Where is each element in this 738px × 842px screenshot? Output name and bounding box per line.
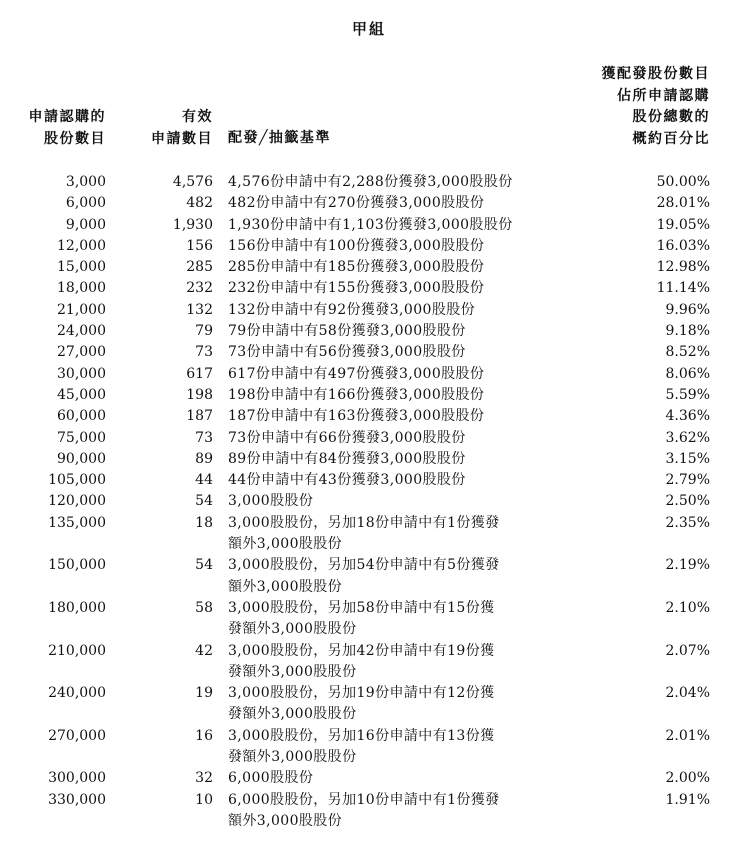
percentage-cell: 1.91% — [665, 791, 710, 808]
valid-applications-cell: 58 — [195, 599, 213, 616]
table-row — [0, 172, 738, 193]
basis-cell — [0, 364, 738, 385]
basis-cell — [0, 428, 738, 449]
percentage-cell: 2.01% — [665, 727, 710, 744]
basis-line: 617份申請中有497份獲發3,000股股份 — [228, 365, 485, 382]
basis-line: 285份申請中有185份獲發3,000股股份 — [228, 259, 485, 276]
valid-applications-cell: 19 — [195, 685, 213, 702]
table-row — [0, 683, 738, 726]
valid-applications-cell: 16 — [195, 727, 213, 744]
shares-applied-cell: 240,000 — [48, 685, 106, 702]
table-row — [0, 193, 738, 214]
valid-applications-cell: 73 — [195, 344, 213, 361]
valid-applications-cell: 54 — [195, 557, 213, 574]
percentage-cell: 2.35% — [665, 514, 710, 531]
basis-cell — [0, 236, 738, 257]
percentage-cell: 2.19% — [665, 557, 710, 574]
valid-applications-cell: 132 — [186, 301, 213, 318]
table-row — [0, 470, 738, 491]
shares-applied-cell: 135,000 — [48, 514, 106, 531]
table-row — [0, 321, 738, 342]
header-percentage — [602, 64, 711, 150]
shares-applied-cell: 300,000 — [48, 770, 106, 787]
basis-cell — [0, 215, 738, 236]
table-row — [0, 278, 738, 299]
table-row — [0, 257, 738, 278]
basis-line: 73份申請中有56份獲發3,000股股份 — [228, 344, 466, 361]
table-row — [0, 726, 738, 769]
percentage-cell: 3.15% — [665, 450, 710, 467]
shares-applied-cell: 60,000 — [57, 408, 106, 425]
valid-applications-cell: 1,930 — [172, 216, 213, 233]
basis-cell — [0, 768, 738, 789]
basis-line: 482份申請中有270份獲發3,000股股份 — [228, 195, 485, 212]
valid-applications-cell: 32 — [195, 770, 213, 787]
percentage-cell: 3.62% — [665, 429, 710, 446]
header-valid-applications — [151, 107, 213, 150]
percentage-cell: 2.50% — [665, 493, 710, 510]
valid-applications-cell: 187 — [186, 408, 213, 425]
basis-cell — [0, 683, 738, 726]
percentage-cell: 12.98% — [656, 259, 710, 276]
table-row — [0, 215, 738, 236]
percentage-cell: 16.03% — [656, 237, 710, 254]
basis-cell — [0, 598, 738, 641]
percentage-cell: 2.04% — [665, 685, 710, 702]
basis-line: 73份申請中有66份獲發3,000股股份 — [228, 429, 466, 446]
header-shares-applied-line: 申請認購的 — [28, 109, 106, 125]
valid-applications-cell: 4,576 — [172, 174, 213, 190]
basis-cell — [0, 278, 738, 299]
valid-applications-cell: 44 — [195, 472, 213, 489]
percentage-cell: 8.06% — [665, 365, 710, 382]
basis-line: 198份申請中有166份獲發3,000股股份 — [228, 386, 485, 403]
percentage-cell: 2.07% — [665, 642, 710, 659]
shares-applied-cell: 6,000 — [65, 195, 106, 212]
valid-applications-cell: 482 — [186, 195, 213, 212]
basis-line: 3,000股股份 — [228, 493, 314, 510]
shares-applied-cell: 330,000 — [48, 791, 106, 808]
percentage-cell: 4.36% — [665, 408, 710, 425]
basis-line: 發額外3,000股股份 — [228, 621, 357, 638]
valid-applications-cell: 54 — [195, 493, 213, 510]
percentage-cell: 8.52% — [665, 344, 710, 361]
valid-applications-cell: 156 — [186, 237, 213, 254]
percentage-cell: 9.96% — [665, 301, 710, 318]
percentage-cell: 2.00% — [665, 770, 710, 787]
percentage-cell: 9.18% — [665, 323, 710, 340]
basis-cell — [0, 257, 738, 278]
basis-cell — [0, 342, 738, 363]
basis-line: 44份申請中有43份獲發3,000股股份 — [228, 472, 466, 489]
shares-applied-cell: 30,000 — [57, 365, 106, 382]
basis-cell — [0, 449, 738, 470]
shares-applied-cell: 105,000 — [48, 472, 106, 489]
basis-cell — [0, 726, 738, 769]
basis-line: 發額外3,000股股份 — [228, 663, 357, 680]
table-row — [0, 342, 738, 363]
shares-applied-cell: 45,000 — [57, 386, 106, 403]
table-row — [0, 449, 738, 470]
header-percentage-line: 獲配發股份數目 — [601, 66, 710, 82]
percentage-cell: 19.05% — [656, 216, 710, 233]
header-percentage-line: 概約百分比 — [632, 130, 710, 147]
basis-line: 6,000股股份 — [228, 770, 314, 787]
header-shares-applied — [29, 107, 107, 150]
percentage-cell: 2.10% — [665, 599, 710, 616]
table-row — [0, 641, 738, 684]
basis-cell — [0, 300, 738, 321]
table-row — [0, 598, 738, 641]
shares-applied-cell: 120,000 — [48, 493, 106, 510]
shares-applied-cell: 3,000 — [65, 174, 106, 190]
basis-cell — [0, 470, 738, 491]
basis-cell — [0, 491, 738, 512]
basis-line: 額外3,000股股份 — [228, 812, 343, 829]
header-basis — [228, 128, 331, 150]
basis-line: 3,000股股份，另加18份申請中有1份獲發 — [228, 514, 500, 531]
basis-cell — [0, 172, 738, 193]
valid-applications-cell: 617 — [186, 365, 213, 382]
valid-applications-cell: 18 — [195, 514, 213, 531]
table-row — [0, 790, 738, 833]
valid-applications-cell: 232 — [186, 280, 213, 297]
shares-applied-cell: 9,000 — [65, 216, 106, 233]
header-valid-applications-line: 申請數目 — [151, 130, 213, 147]
percentage-cell: 2.79% — [665, 472, 710, 489]
basis-cell — [0, 513, 738, 556]
table-row — [0, 385, 738, 406]
table-row — [0, 555, 738, 598]
basis-line: 156份申請中有100份獲發3,000股股份 — [228, 237, 485, 254]
shares-applied-cell: 180,000 — [48, 599, 106, 616]
percentage-cell: 50.00% — [656, 174, 710, 190]
basis-line: 79份申請中有58份獲發3,000股股份 — [228, 323, 466, 340]
valid-applications-cell: 42 — [195, 642, 213, 659]
percentage-cell: 28.01% — [656, 195, 710, 212]
valid-applications-cell: 89 — [195, 450, 213, 467]
header-basis-label: 配發╱抽籤基準 — [228, 130, 331, 146]
shares-applied-cell: 12,000 — [57, 237, 106, 254]
shares-applied-cell: 27,000 — [57, 344, 106, 361]
valid-applications-cell: 285 — [186, 259, 213, 276]
basis-line: 6,000股股份，另加10份申請中有1份獲發 — [228, 791, 500, 808]
valid-applications-cell: 79 — [195, 323, 213, 340]
shares-applied-cell: 21,000 — [57, 301, 106, 318]
header-shares-applied-line: 股份數目 — [44, 130, 106, 147]
header-percentage-line: 佔所申請認購 — [617, 87, 710, 104]
basis-line: 4,576份申請中有2,288份獲發3,000股股份 — [228, 174, 513, 190]
basis-line: 232份申請中有155份獲發3,000股股份 — [228, 280, 485, 297]
shares-applied-cell: 210,000 — [48, 642, 106, 659]
basis-cell — [0, 406, 738, 427]
basis-line: 187份申請中有163份獲發3,000股股份 — [228, 408, 485, 425]
basis-line: 1,930份申請中有1,103份獲發3,000股股份 — [228, 216, 513, 233]
table-row — [0, 364, 738, 385]
shares-applied-cell: 75,000 — [57, 429, 106, 446]
header-valid-applications-line: 有效 — [182, 109, 213, 125]
basis-line: 3,000股股份，另加58份申請中有15份獲 — [228, 599, 495, 616]
basis-line: 額外3,000股股份 — [228, 578, 343, 595]
basis-line: 3,000股股份，另加19份申請中有12份獲 — [228, 685, 495, 702]
basis-cell — [0, 321, 738, 342]
valid-applications-cell: 198 — [186, 386, 213, 403]
table-row — [0, 236, 738, 257]
basis-cell — [0, 790, 738, 833]
allotment-table — [0, 172, 738, 832]
basis-line: 132份申請中有92份獲發3,000股股份 — [228, 301, 476, 318]
shares-applied-cell: 15,000 — [57, 259, 106, 276]
table-row — [0, 768, 738, 789]
basis-line: 3,000股股份，另加16份申請中有13份獲 — [228, 727, 495, 744]
basis-line: 額外3,000股股份 — [228, 536, 343, 553]
basis-cell — [0, 385, 738, 406]
shares-applied-cell: 24,000 — [57, 323, 106, 340]
basis-cell — [0, 555, 738, 598]
valid-applications-cell: 10 — [195, 791, 213, 808]
table-row — [0, 428, 738, 449]
percentage-cell: 11.14% — [656, 280, 710, 297]
shares-applied-cell: 90,000 — [57, 450, 106, 467]
shares-applied-cell: 270,000 — [48, 727, 106, 744]
table-row — [0, 491, 738, 512]
basis-line: 發額外3,000股股份 — [228, 749, 357, 766]
basis-cell — [0, 193, 738, 214]
basis-line: 89份申請中有84份獲發3,000股股份 — [228, 450, 466, 467]
table-row — [0, 300, 738, 321]
header-percentage-line: 股份總數的 — [632, 109, 710, 125]
group-title: 甲組 — [351, 20, 386, 38]
percentage-cell: 5.59% — [665, 386, 710, 403]
basis-line: 發額外3,000股股份 — [228, 706, 357, 723]
basis-cell — [0, 641, 738, 684]
table-row — [0, 513, 738, 556]
shares-applied-cell: 150,000 — [48, 557, 106, 574]
basis-line: 3,000股股份，另加42份申請中有19份獲 — [228, 642, 495, 659]
shares-applied-cell: 18,000 — [57, 280, 106, 297]
valid-applications-cell: 73 — [195, 429, 213, 446]
basis-line: 3,000股股份，另加54份申請中有5份獲發 — [228, 557, 500, 574]
table-row — [0, 406, 738, 427]
